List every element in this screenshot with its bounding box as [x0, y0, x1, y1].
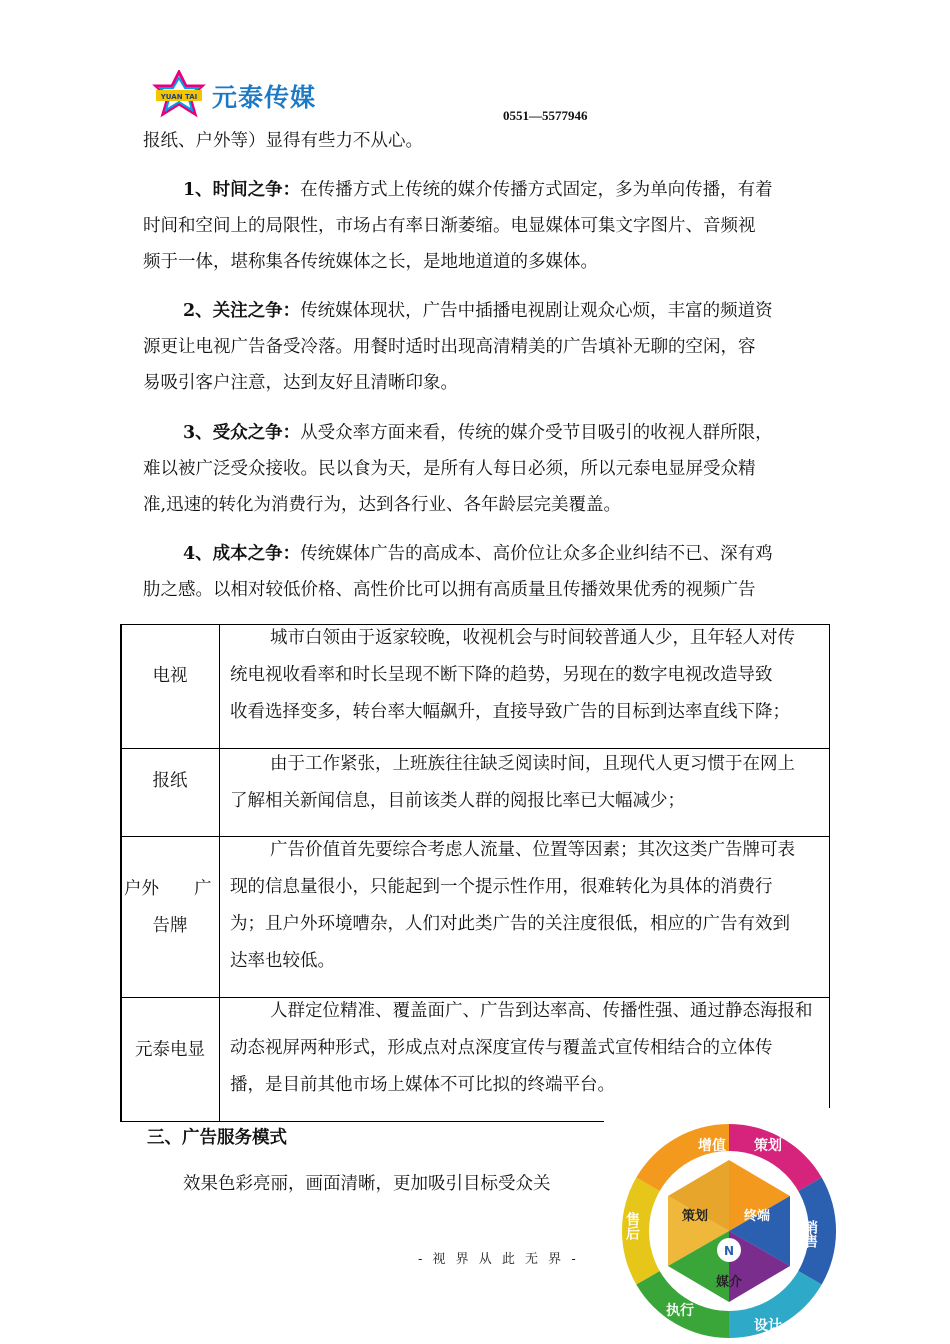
text-line: 频于一体，堪称集各传统媒体之长，是地地道道的多媒体。 — [143, 252, 598, 272]
text-line: 易吸引客户注意，达到友好且清晰印象。 — [143, 373, 458, 393]
paragraph-audience-title: 3、受众之争： — [183, 423, 301, 443]
table-row-label-yuantai: 元泰电显 — [135, 1040, 205, 1060]
wheel-label-value: 增值 — [698, 1138, 726, 1154]
text-line: 广告价值首先要综合考虑人流量、位置等因素；其次这类广告牌可表 — [270, 840, 795, 860]
text-line: 人群定位精准、覆盖面广、广告到达率高、传播性强、通过静态海报和 — [270, 1001, 813, 1021]
hex-label-terminal: 终端 — [744, 1209, 771, 1224]
table-border — [829, 624, 830, 1108]
brand-name: 元泰传媒 — [212, 83, 317, 112]
paragraph-time-line-1 — [183, 178, 773, 202]
table-row-label-tv: 电视 — [152, 666, 188, 686]
table-row-label-billboard-2: 告牌 — [152, 916, 188, 936]
paragraph-time-title: 1、时间之争： — [183, 180, 301, 200]
text-line: 难以被广泛受众接收。民以食为天，是所有人每日必须，所以元泰电显屏受众精 — [143, 459, 756, 479]
table-row-billboard-text — [230, 832, 795, 980]
text-span: 传统媒体广告的高成本、高价位让众多企业纠结不已、深有鸡 — [300, 544, 773, 564]
text-line: 动态视屏两种形式，形成点对点深度宣传与覆盖式宣传相结合的立体传 — [230, 1038, 773, 1058]
wheel-label-execute: 执行 — [666, 1303, 694, 1319]
text-line: 播，是目前其他市场上媒体不可比拟的终端平台。 — [230, 1075, 615, 1095]
table-border — [120, 1121, 604, 1122]
paragraph-attention-title: 2、关注之争： — [183, 301, 301, 321]
paragraph-attention-line-1 — [183, 299, 773, 323]
wheel-label-aftersales: 售后 — [624, 1212, 640, 1240]
wheel-label-design: 设计 — [754, 1318, 782, 1334]
company-logo — [150, 70, 330, 120]
wheel-label-plan: 策划 — [754, 1138, 782, 1154]
hex-label-plan: 策划 — [682, 1209, 709, 1224]
table-row-label-billboard-1: 户外 广 — [124, 879, 212, 899]
paragraph-cost-title: 4、成本之争： — [183, 544, 301, 564]
text-line: 为；且户外环境嘈杂，人们对此类广告的关注度很低，相应的广告有效到 — [230, 914, 790, 934]
paragraph-cost-line-1 — [183, 542, 773, 566]
text-span: 传统媒体现状，广告中插播电视剧让观众心烦，丰富的频道资 — [300, 301, 773, 321]
paragraph-audience-line-1 — [183, 421, 773, 445]
service-wheel-graphic — [618, 1120, 840, 1342]
table-row-label-newspaper: 报纸 — [152, 771, 188, 791]
text-line: 肋之感。以相对较低价格、高性价比可以拥有高质量且传播效果优秀的视频广告 — [143, 580, 756, 600]
text-line: 了解相关新闻信息，目前该类人群的阅报比率已大幅减少； — [230, 791, 685, 811]
star-logo-icon — [150, 70, 208, 120]
text-line: 现的信息量很小，只能起到一个提示性作用，很难转化为具体的消费行 — [230, 877, 773, 897]
text-span: 在传播方式上传统的媒介传播方式固定，多为单向传播，有着 — [300, 180, 773, 200]
table-row-tv-text — [230, 620, 795, 731]
section-text: 效果色彩亮丽，画面清晰，更加吸引目标受众关 — [183, 1174, 551, 1194]
text-line: 城市白领由于返家较晚，收视机会与时间较普通人少，且年轻人对传 — [270, 628, 795, 648]
svg-text:YUAN TAI: YUAN TAI — [160, 93, 198, 101]
wheel-label-sales: 销售 — [802, 1220, 818, 1248]
hex-label-media: 媒介 — [716, 1275, 743, 1290]
text-span: 从受众率方面来看，传统的媒介受节目吸引的收视人群所限， — [300, 423, 773, 443]
media-comparison-table — [120, 624, 830, 1122]
text-line: 报纸、户外等）显得有些力不从心。 — [143, 131, 423, 151]
table-row-newspaper-text — [230, 746, 795, 820]
footer-slogan: - 视 界 从 此 无 界 - — [418, 1252, 579, 1267]
svg-text:N: N — [723, 1244, 735, 1258]
phone-number: 0551—5577946 — [503, 108, 588, 123]
text-line: 源更让电视广告备受冷落。用餐时适时出现高清精美的广告填补无聊的空闲，容 — [143, 337, 756, 357]
text-line: 准,迅速的转化为消费行为，达到各行业、各年龄层完美覆盖。 — [143, 495, 622, 515]
table-row-yuantai-text — [230, 993, 813, 1104]
text-line: 达率也较低。 — [230, 951, 335, 971]
text-line: 收看选择变多，转台率大幅飙升，直接导致广告的目标到达率直线下降； — [230, 702, 790, 722]
text-line: 统电视收看率和时长呈现不断下降的趋势，另现在的数字电视改造导致 — [230, 665, 773, 685]
text-line: 由于工作紧张，上班族往往缺乏阅读时间，且现代人更习惯于在网上 — [270, 754, 795, 774]
text-line: 时间和空间上的局限性，市场占有率日渐萎缩。电显媒体可集文字图片、音频视 — [143, 216, 756, 236]
section-heading: 三、广告服务模式 — [147, 1128, 287, 1148]
